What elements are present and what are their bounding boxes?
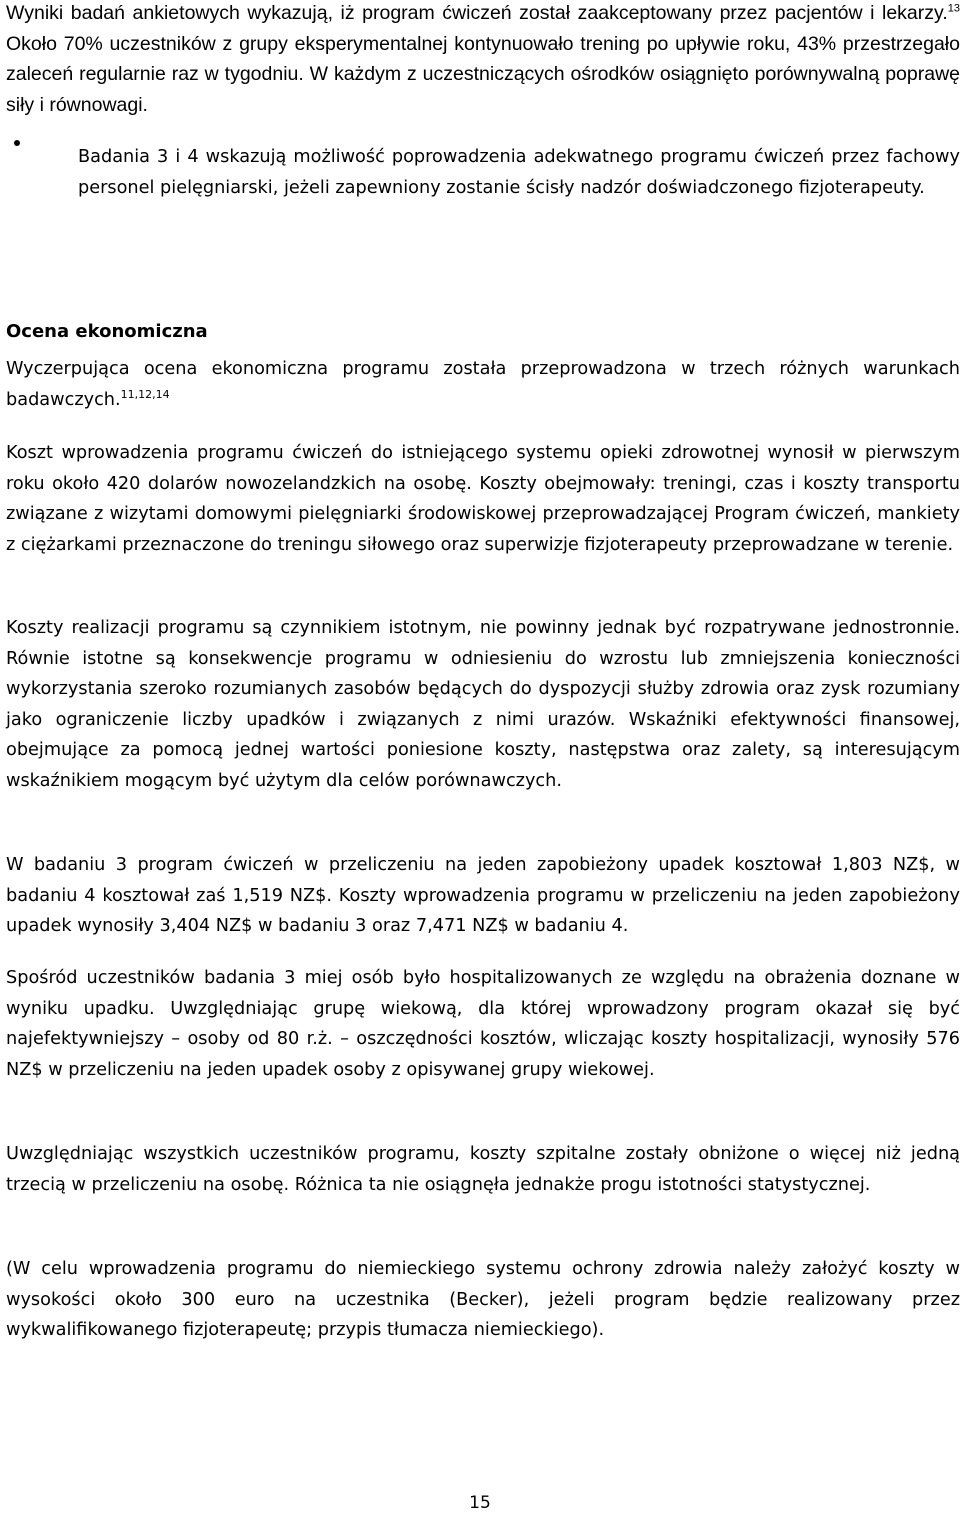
intro-text-b: Około 70% uczestników z grupy eksperymentalnej kontynuowało trening po upływie roku, 43% przestrzegało zaleceń regularnie raz w tygodniu. W każdym z uczestniczących ośrodków osiągnięto porównywalną poprawę siły i równowagi. [6, 32, 960, 116]
economic-paragraph-1 [6, 354, 960, 415]
economic-paragraph-1-text: Wyczerpująca ocena ekonomiczna programu została przeprowadzona w trzech różnych warunkach badawczych. [6, 359, 960, 410]
economic-paragraph-3: Koszty realizacji programu są czynnikiem istotnym, nie powinny jednak być rozpatrywane jednostronnie. Równie istotne są konsekwencje programu w odniesieniu do wzrostu lub zmniejszenia konieczności wykorzystania szeroko rozumianych zasobów będących do dyspozycji służby zdrowia oraz zysk rozumiany jako ograniczenie liczby upadków i związanych z nimi urazów. Wskaźniki efektywności finansowej, obejmujące za pomocą jednej wartości poniesione koszty, następstwa oraz zalety, są interesującym wskaźnikiem mogącym być użytym dla celów porównawczych. [6, 618, 960, 791]
page-number: 15 [469, 1493, 491, 1513]
economic-paragraph-2: Koszt wprowadzenia programu ćwiczeń do istniejącego systemu opieki zdrowotnej wynosił w pierwszym roku około 420 dolarów nowozelandzkich na osobę. Koszty obejmowały: treningi, czas i koszty transportu związane z wizytami domowymi pielęgniarki środowiskowej przeprowadzającej Program ćwiczeń, mankiety z ciężarkami przeznaczone do treningu siłowego oraz superwizje fizjoterapeuty przeprowadzane w terenie. [6, 443, 960, 555]
intro-text-a: Wyniki badań ankietowych wykazują, iż program ćwiczeń został zaakceptowany przez pacjentów i lekarzy. [6, 2, 948, 24]
intro-reference: 13 [947, 2, 960, 15]
economic-paragraph-6: Uwzględniając wszystkich uczestników programu, koszty szpitalne zostały obniżone o więcej niż jedną trzecią w przeliczeniu na osobę. Różnica ta nie osiągnęła jednakże progu istotności statystycznej. [6, 1144, 960, 1195]
intro-paragraph [6, 0, 960, 120]
economic-paragraph-4: W badaniu 3 program ćwiczeń w przeliczeniu na jeden zapobieżony upadek kosztował 1,803 NZ$, w badaniu 4 kosztował zaś 1,519 NZ$. Koszty wprowadzenia programu w przeliczeniu na jeden zapobieżony upadek wynosiły 3,404 NZ$ w badaniu 3 oraz 7,471 NZ$ w badaniu 4. [6, 855, 960, 936]
economic-paragraph-7: (W celu wprowadzenia programu do niemieckiego systemu ochrony zdrowia należy założyć koszty w wysokości około 300 euro na uczestnika (Becker), jeżeli program będzie realizowany przez wykwalifikowanego fizjoterapeutę; przypis tłumacza niemieckiego). [6, 1259, 960, 1340]
section-heading: Ocena ekonomiczna [6, 321, 208, 342]
economic-paragraph-5: Spośród uczestników badania 3 miej osób było hospitalizowanych ze względu na obrażenia doznane w wyniku upadku. Uwzględniając grupę wiekową, dla której wprowadzony program okazał się być najefektywniejszy – osoby od 80 r.ż. – oszczędności kosztów, wliczając koszty hospitalizacji, wynosiły 576 NZ$ w przeliczeniu na jeden upadek osoby z opisywanej grupy wiekowej. [6, 968, 960, 1080]
economic-paragraph-1-reference: 11,12,14 [120, 387, 170, 401]
bullet-icon [14, 140, 20, 146]
bullet-paragraph: Badania 3 i 4 wskazują możliwość poprowadzenia adekwatnego programu ćwiczeń przez fachowy personel pielęgniarski, jeżeli zapewniony zostanie ścisły nadzór doświadczonego fizjoterapeuty. [78, 147, 960, 198]
